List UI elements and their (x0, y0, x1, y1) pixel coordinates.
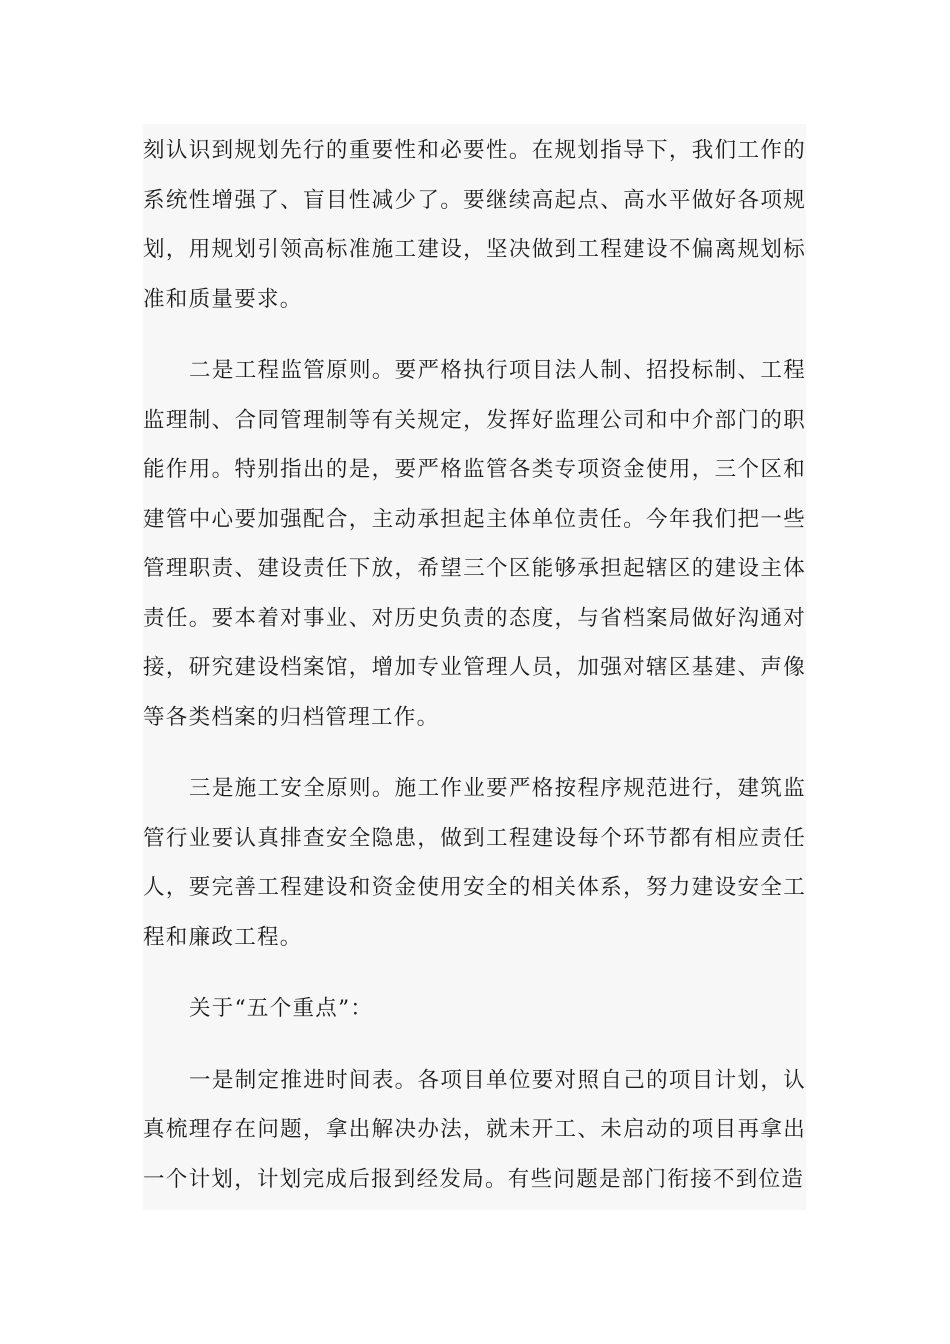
paragraph-gap (143, 1034, 806, 1056)
paragraph-supervision-principle: 二是工程监管原则。要严格执行项目法人制、招投标制、工程监理制、合同管理制等有关规定，发挥好监理公司和中介部门的职能作用。特别指出的是，要严格监管各类专项资金使用，三个区和建管中心要加强配合，主动承担起主体单位责任。今年我们把一些管理职责、建设责任下放，希望三个区能够承担起辖区的建设主体责任。要本着对事业、对历史负责的态度，与省档案局做好沟通对接，研究建设档案馆，增加专业管理人员，加强对辖区基建、声像等各类档案的归档管理工作。 (143, 358, 806, 730)
paragraph-planning-continuation: 刻认识到规划先行的重要性和必要性。在规划指导下，我们工作的系统性增强了、盲目性减少了。要继续高起点、高水平做好各项规划，用规划引领高标准施工建设，坚决做到工程建设不偏离规划标准和质量要求。 (143, 138, 806, 312)
paragraph-timetable: 一是制定推进时间表。各项目单位要对照自己的项目计划，认真梳理存在问题，拿出解决办法，就未开工、未启动的项目再拿出一个计划，计划完成后报到经发局。有些问题是部门衔接不到位造 (143, 1067, 806, 1192)
paragraph-gap (143, 324, 806, 346)
paragraph-gap (143, 962, 806, 984)
paragraph-five-key-points-heading: 关于“五个重点”： (189, 996, 374, 1021)
paragraph-safety-principle: 三是施工安全原则。施工作业要严格按程序规范进行，建筑监管行业要认真排查安全隐患，做到工程建设每个环节都有相应责任人，要完善工程建设和资金使用安全的相关体系，努力建设安全工程和廉政工程。 (143, 776, 806, 950)
paragraph-gap (143, 742, 806, 764)
document-text-block (143, 124, 806, 1210)
